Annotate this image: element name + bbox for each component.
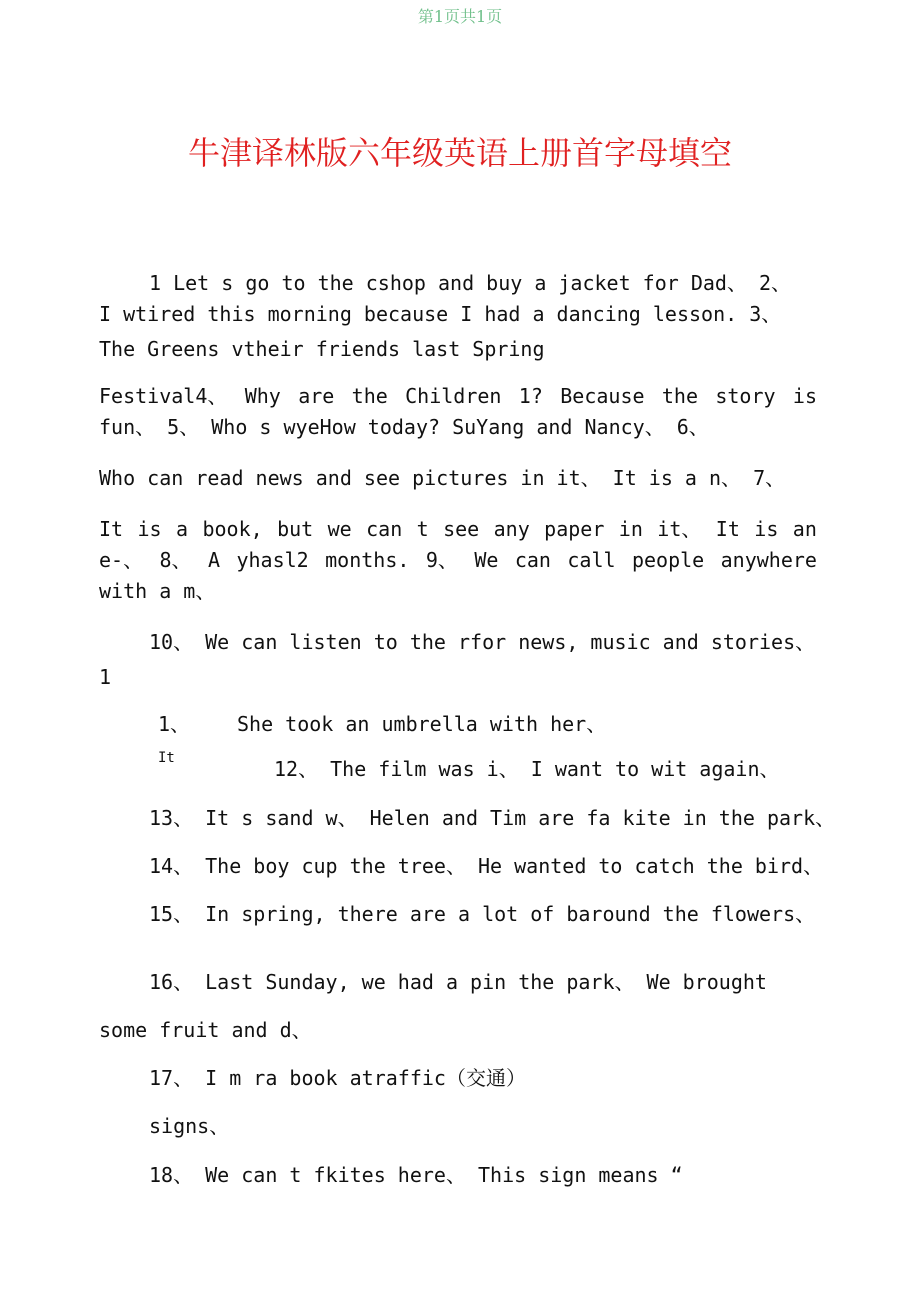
word: an [792, 517, 817, 541]
word: see [443, 517, 480, 541]
word: yhasl2 [236, 548, 309, 572]
text-line-12: 12、 The film was i、 I want to wit again、 [274, 757, 780, 781]
document-title: 牛津译林版六年级英语上册首字母填空 [187, 134, 732, 172]
word: anywhere [720, 548, 817, 572]
word: any [493, 517, 530, 541]
word: Children [405, 384, 502, 408]
word: 1? [518, 384, 543, 408]
text-line-4 [99, 384, 817, 408]
word: is [792, 384, 817, 408]
text-line-7 [99, 517, 817, 541]
word: can [366, 517, 403, 541]
text-line-1: 1 Let s go to the cshop and buy a jacket for Dad、 2、 [149, 271, 792, 295]
word: paper [544, 517, 605, 541]
word: in [618, 517, 643, 541]
item-11-clipped-word: It [158, 750, 175, 762]
word: book, [202, 517, 263, 541]
word: Because [560, 384, 645, 408]
word: the [351, 384, 388, 408]
word: call [567, 548, 616, 572]
word: We [474, 548, 499, 572]
word: the [661, 384, 698, 408]
text-line-3: The Greens vtheir friends last Spring [99, 337, 545, 361]
word: can [514, 548, 551, 572]
text-line-2: I wtired this morning because I had a dancing lesson. 3、 [99, 302, 782, 326]
word: e-、 [99, 548, 144, 572]
page-header: 第1页共1页 [417, 7, 503, 26]
text-line-17: some fruit and d、 [99, 1018, 312, 1042]
word: Why [244, 384, 281, 408]
text-line-20: 18、 We can t fkites here、 This sign means “ [149, 1163, 683, 1187]
text-line-15: 15、 In spring, there are a lot of baround the flowers、 [149, 902, 816, 926]
word: it、 [657, 517, 702, 541]
text-line-18: 17、 I m ra book atraffic（交通） [149, 1066, 526, 1090]
word: Festival4、 [99, 384, 228, 408]
word: It [99, 517, 124, 541]
text-line-10: 10、 We can listen to the rfor news, music and stories、 [149, 630, 816, 654]
word: we [327, 517, 352, 541]
text-line-13: 13、 It s sand w、 Helen and Tim are fa kite in the park、 [149, 806, 836, 830]
text-line-5: fun、 5、 Who s wyeHow today? SuYang and Nancy、 6、 [99, 415, 709, 439]
word: is [754, 517, 779, 541]
text-line-14: 14、 The boy cup the tree、 He wanted to catch the bird、 [149, 854, 824, 878]
word: t [416, 517, 429, 541]
word: 8、 [159, 548, 192, 572]
word: A [207, 548, 221, 572]
word: It [715, 517, 740, 541]
text-line-19: signs、 [149, 1114, 230, 1138]
word: 9、 [425, 548, 458, 572]
text-line-9: with a m、 [99, 579, 216, 603]
text-line-6: Who can read news and see pictures in it、 It is a n、 7、 [99, 466, 786, 490]
word: a [176, 517, 189, 541]
text-line-16: 16、 Last Sunday, we had a pin the park、 We brought [149, 970, 767, 994]
word: story [715, 384, 776, 408]
text-line-8 [99, 548, 817, 572]
word: but [277, 517, 314, 541]
word: months. [325, 548, 410, 572]
item-11-number: 1、 [158, 712, 191, 736]
text-line-11: 1 [99, 665, 112, 689]
item-11-text: She took an umbrella with her、 [237, 712, 607, 736]
word: are [298, 384, 335, 408]
word: is [137, 517, 162, 541]
word: people [631, 548, 705, 572]
